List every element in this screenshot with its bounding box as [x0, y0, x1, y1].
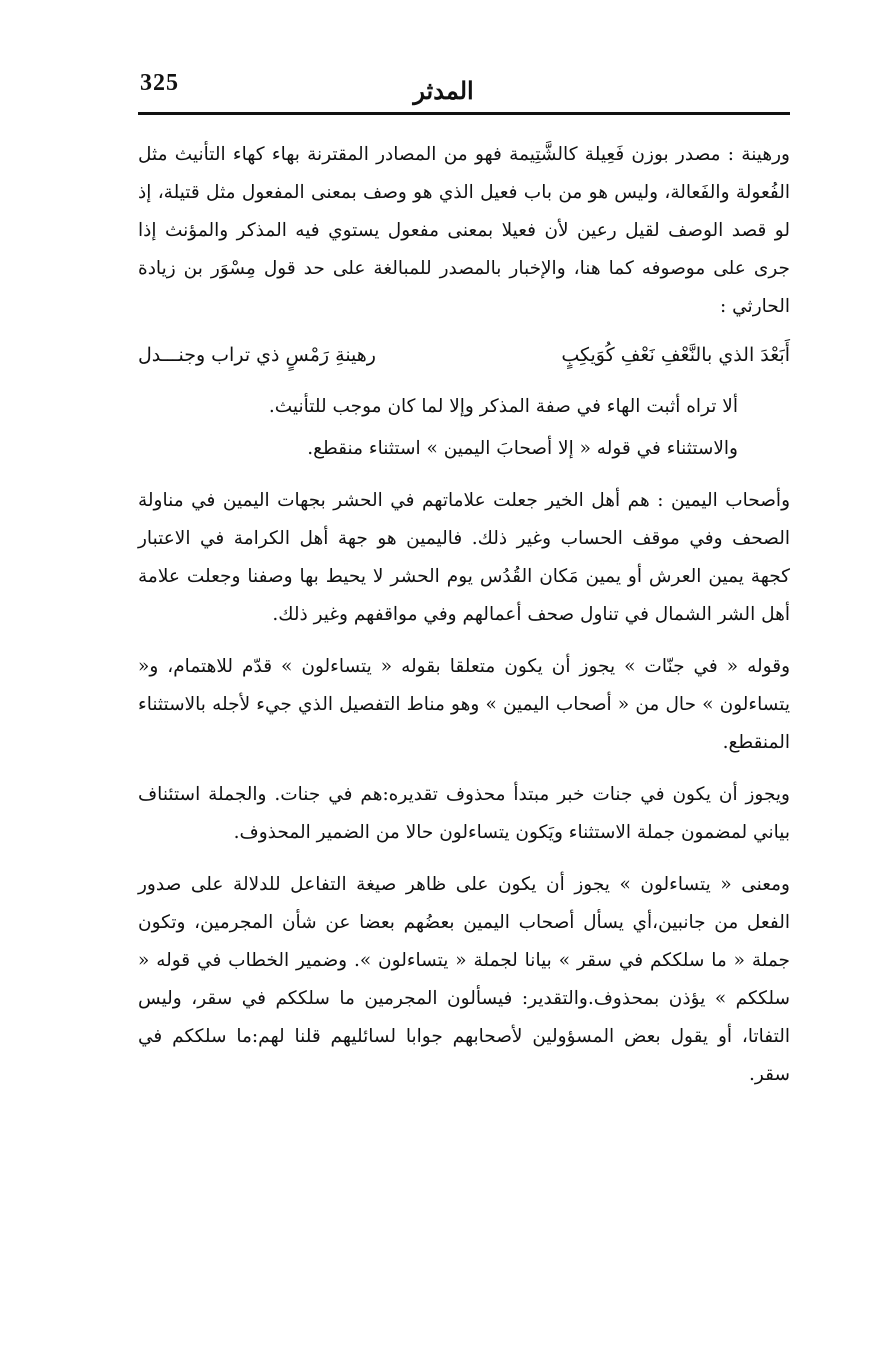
running-title: المدثر	[413, 76, 474, 105]
page-number: 325	[140, 70, 179, 96]
paragraph-fi-jannat: وقوله « في جنّات » يجوز أن يكون متعلقا بقوله « يتساءلون » قدّم للاهتمام، و« يتساءلون » حال من « أصحاب اليمين » وهو مناط التفصيل الذي جيء لأجله بالاستثناء المنقطع.	[138, 656, 790, 753]
paragraph-khabar-mubtada: ويجوز أن يكون في جنات خبر مبتدأ محذوف تقديره:هم في جنات. والجملة استئناف بياني لمضمون جملة الاستثناء ويَكون يتساءلون حالا من الضمير المحذوف.	[138, 784, 790, 843]
page-body	[138, 136, 790, 1094]
paragraph-yatasaaloon: ومعنى « يتساءلون » يجوز أن يكون على ظاهر صيغة التفاعل للدلالة على صدور الفعل من جانبين،أي يسأل أصحاب اليمين بعضُهم بعضا عن شأن المجرمين، وتكون جملة « ما سلككم في سقر » بيانا لجملة « يتساءلون ». وضمير الخطاب في قوله « سلككم » يؤذن بمحذوف.والتقدير: فيسألون المجرمين ما سلككم في سقر، وليس التفاتا، أو يقول بعض المسؤولين لأصحابهم جوابا لسائليهم قلنا لهم:ما سلككم في سقر.	[138, 874, 790, 1085]
poetry-verse	[138, 336, 790, 374]
paragraph-ashab-alyamin: وأصحاب اليمين : هم أهل الخير جعلت علاماتهم في الحشر بجهات اليمين في مناولة الصحف وفي موقف الحساب وغير ذلك. فاليمين هو جهة أهل الكرامة في الاعتبار كجهة يمين العرش أو يمين مَكان القُدُس يوم الحشر لا يحيط بها وصفنا وجعلت علامة أهل الشر الشمال في تناول صحف أعمالهم وفي مواقفهم وغير ذلك.	[138, 490, 790, 625]
paragraph-verse-comment: ألا تراه أثبت الهاء في صفة المذكر وإلا لما كان موجب للتأنيث.	[268, 396, 738, 417]
verse-second-hemistich: رهينةِ رَمْسٍ ذي تراب وجنـــدل	[138, 344, 376, 366]
paragraph-exception: والاستثناء في قوله « إلا أصحابَ اليمين » استثناء منقطع.	[307, 438, 738, 459]
header-rule	[138, 112, 790, 115]
verse-first-hemistich: أَبَعْدَ الذي بالنَّعْفِ نَعْفِ كُوَيكِبٍ	[561, 344, 790, 366]
paragraph-rahina: ورهينة : مصدر بوزن فَعِيلة كالشَّتِيمة فهو من المصادر المقترنة بهاء كهاء التأنيث مثل الفُعولة والفَعالة، وليس هو من باب فعيل الذي هو وصف بمعنى المفعول مثل قتيلة، إذ لو قصد الوصف لقيل رعين لأن فعيلا بمعنى مفعول يستوي فيه المذكر والمؤنث إذا جرى على موصوفه كما هنا، والإخبار بالمصدر للمبالغة على حد قول مِسْوَر بن زيادة الحارثي :	[138, 144, 790, 317]
